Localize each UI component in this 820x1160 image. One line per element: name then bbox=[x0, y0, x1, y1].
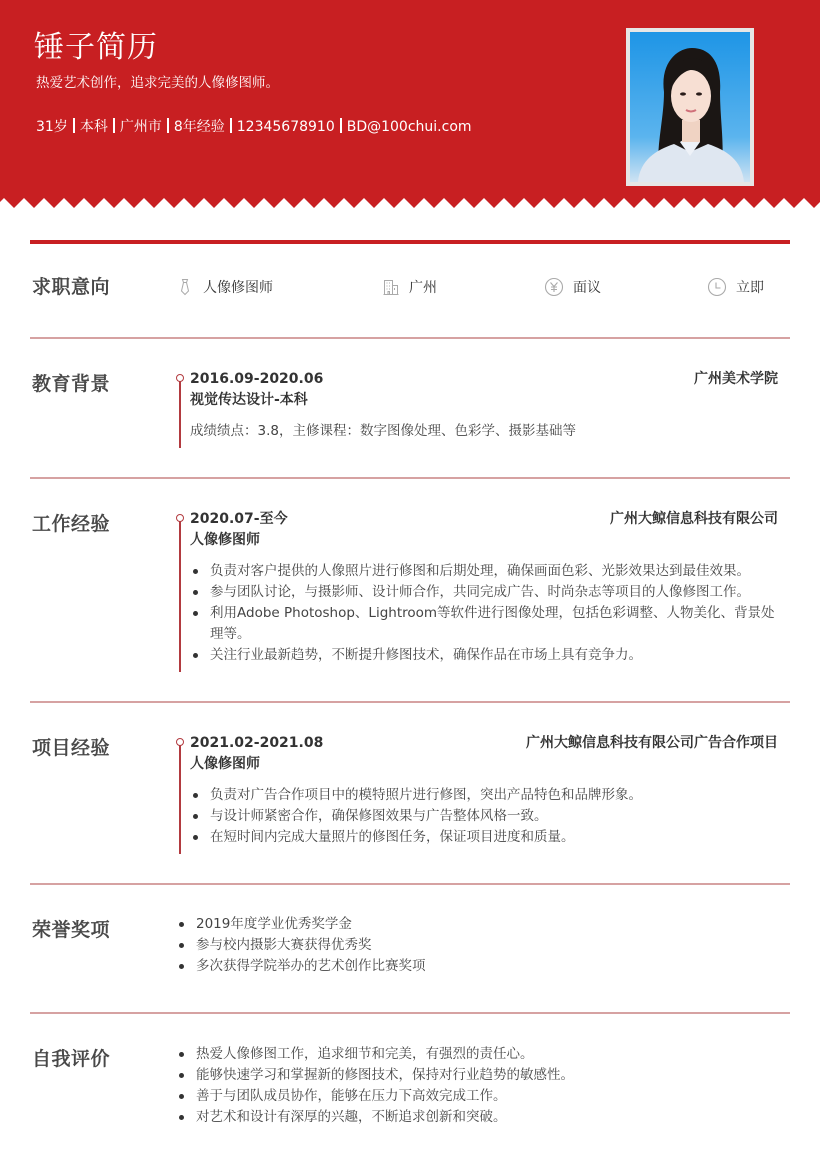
yuan-icon bbox=[544, 277, 564, 297]
tie-icon bbox=[176, 278, 194, 296]
work-responsibilities bbox=[190, 561, 780, 666]
intent-availability-label: 立即 bbox=[736, 280, 764, 296]
timeline-dot bbox=[176, 374, 184, 382]
intent-position-label: 人像修图师 bbox=[203, 280, 273, 296]
contact-line bbox=[36, 116, 472, 138]
list-item: 负责对客户提供的人像照片进行修图和后期处理，确保画面色彩、光影效果达到最佳效果。 bbox=[190, 561, 780, 582]
intent-salary bbox=[544, 276, 601, 298]
list-item: 利用Adobe Photoshop、Lightroom等软件进行图像处理，包括色彩调整、人物美化、背景处理等。 bbox=[190, 603, 780, 645]
timeline-line bbox=[179, 744, 181, 854]
project-responsibilities bbox=[190, 785, 780, 848]
list-item: 参与校内摄影大赛获得优秀奖 bbox=[176, 935, 776, 956]
work-company: 广州大鲸信息科技有限公司 bbox=[610, 511, 778, 527]
intent-city bbox=[382, 276, 437, 298]
separator bbox=[230, 118, 232, 133]
list-item: 热爱人像修图工作，追求细节和完美，有强烈的责任心。 bbox=[176, 1044, 786, 1065]
clock-icon bbox=[707, 277, 727, 297]
intent-availability bbox=[707, 276, 764, 298]
intent-salary-label: 面议 bbox=[573, 280, 601, 296]
work-date: 2020.07-至今 bbox=[190, 511, 288, 527]
resume-subtitle: 热爱艺术创作，追求完美的人像修图师。 bbox=[36, 75, 279, 91]
timeline-line bbox=[179, 380, 181, 448]
list-item: 2019年度学业优秀奖学金 bbox=[176, 914, 776, 935]
education-date: 2016.09-2020.06 bbox=[190, 371, 324, 387]
header-accent-bar bbox=[30, 240, 790, 244]
section-divider bbox=[30, 337, 790, 339]
section-title-self-evaluation: 自我评价 bbox=[32, 1048, 111, 1070]
section-title-intent: 求职意向 bbox=[32, 276, 111, 298]
zigzag-edge bbox=[0, 197, 820, 208]
section-title-projects: 项目经验 bbox=[32, 737, 111, 759]
separator bbox=[113, 118, 115, 133]
contact-age: 31岁 bbox=[36, 119, 68, 135]
section-title-honors: 荣誉奖项 bbox=[32, 919, 111, 941]
list-item: 关注行业最新趋势，不断提升修图技术，确保作品在市场上具有竞争力。 bbox=[190, 645, 780, 666]
profile-photo bbox=[630, 32, 750, 182]
project-name: 广州大鲸信息科技有限公司广告合作项目 bbox=[526, 735, 778, 751]
resume-header bbox=[0, 0, 820, 208]
contact-city: 广州市 bbox=[119, 119, 162, 135]
education-details: 成绩绩点：3.8，主修课程：数字图像处理、色彩学、摄影基础等 bbox=[190, 423, 576, 439]
separator bbox=[340, 118, 342, 133]
list-item: 参与团队讨论，与摄影师、设计师合作，共同完成广告、时尚杂志等项目的人像修图工作。 bbox=[190, 582, 780, 603]
section-title-work: 工作经验 bbox=[32, 513, 111, 535]
section-divider bbox=[30, 477, 790, 479]
project-date: 2021.02-2021.08 bbox=[190, 735, 324, 751]
timeline-line bbox=[179, 520, 181, 672]
section-divider bbox=[30, 701, 790, 703]
building-icon bbox=[382, 278, 400, 296]
section-divider bbox=[30, 883, 790, 885]
list-item: 对艺术和设计有深厚的兴趣，不断追求创新和突破。 bbox=[176, 1107, 786, 1128]
list-item: 与设计师紧密合作，确保修图效果与广告整体风格一致。 bbox=[190, 806, 780, 827]
education-major: 视觉传达设计-本科 bbox=[190, 392, 308, 408]
project-role: 人像修图师 bbox=[190, 756, 260, 772]
section-divider bbox=[30, 1012, 790, 1014]
intent-city-label: 广州 bbox=[409, 280, 437, 296]
separator bbox=[167, 118, 169, 133]
resume-title: 锤子简历 bbox=[34, 30, 158, 65]
list-item: 在短时间内完成大量照片的修图任务，保证项目进度和质量。 bbox=[190, 827, 780, 848]
list-item: 善于与团队成员协作，能够在压力下高效完成工作。 bbox=[176, 1086, 786, 1107]
contact-email: BD@100chui.com bbox=[346, 119, 472, 135]
education-school: 广州美术学院 bbox=[694, 371, 778, 387]
honors-list bbox=[176, 914, 776, 977]
profile-photo-frame bbox=[626, 28, 754, 186]
work-role: 人像修图师 bbox=[190, 532, 260, 548]
contact-phone: 12345678910 bbox=[236, 119, 335, 135]
intent-position bbox=[176, 276, 273, 298]
contact-experience: 8年经验 bbox=[173, 119, 225, 135]
list-item: 多次获得学院举办的艺术创作比赛奖项 bbox=[176, 956, 776, 977]
contact-degree: 本科 bbox=[79, 119, 108, 135]
separator bbox=[73, 118, 75, 133]
timeline-dot bbox=[176, 738, 184, 746]
list-item: 负责对广告合作项目中的模特照片进行修图，突出产品特色和品牌形象。 bbox=[190, 785, 780, 806]
timeline-dot bbox=[176, 514, 184, 522]
self-evaluation-list bbox=[176, 1044, 786, 1128]
section-title-education: 教育背景 bbox=[32, 373, 111, 395]
list-item: 能够快速学习和掌握新的修图技术，保持对行业趋势的敏感性。 bbox=[176, 1065, 786, 1086]
